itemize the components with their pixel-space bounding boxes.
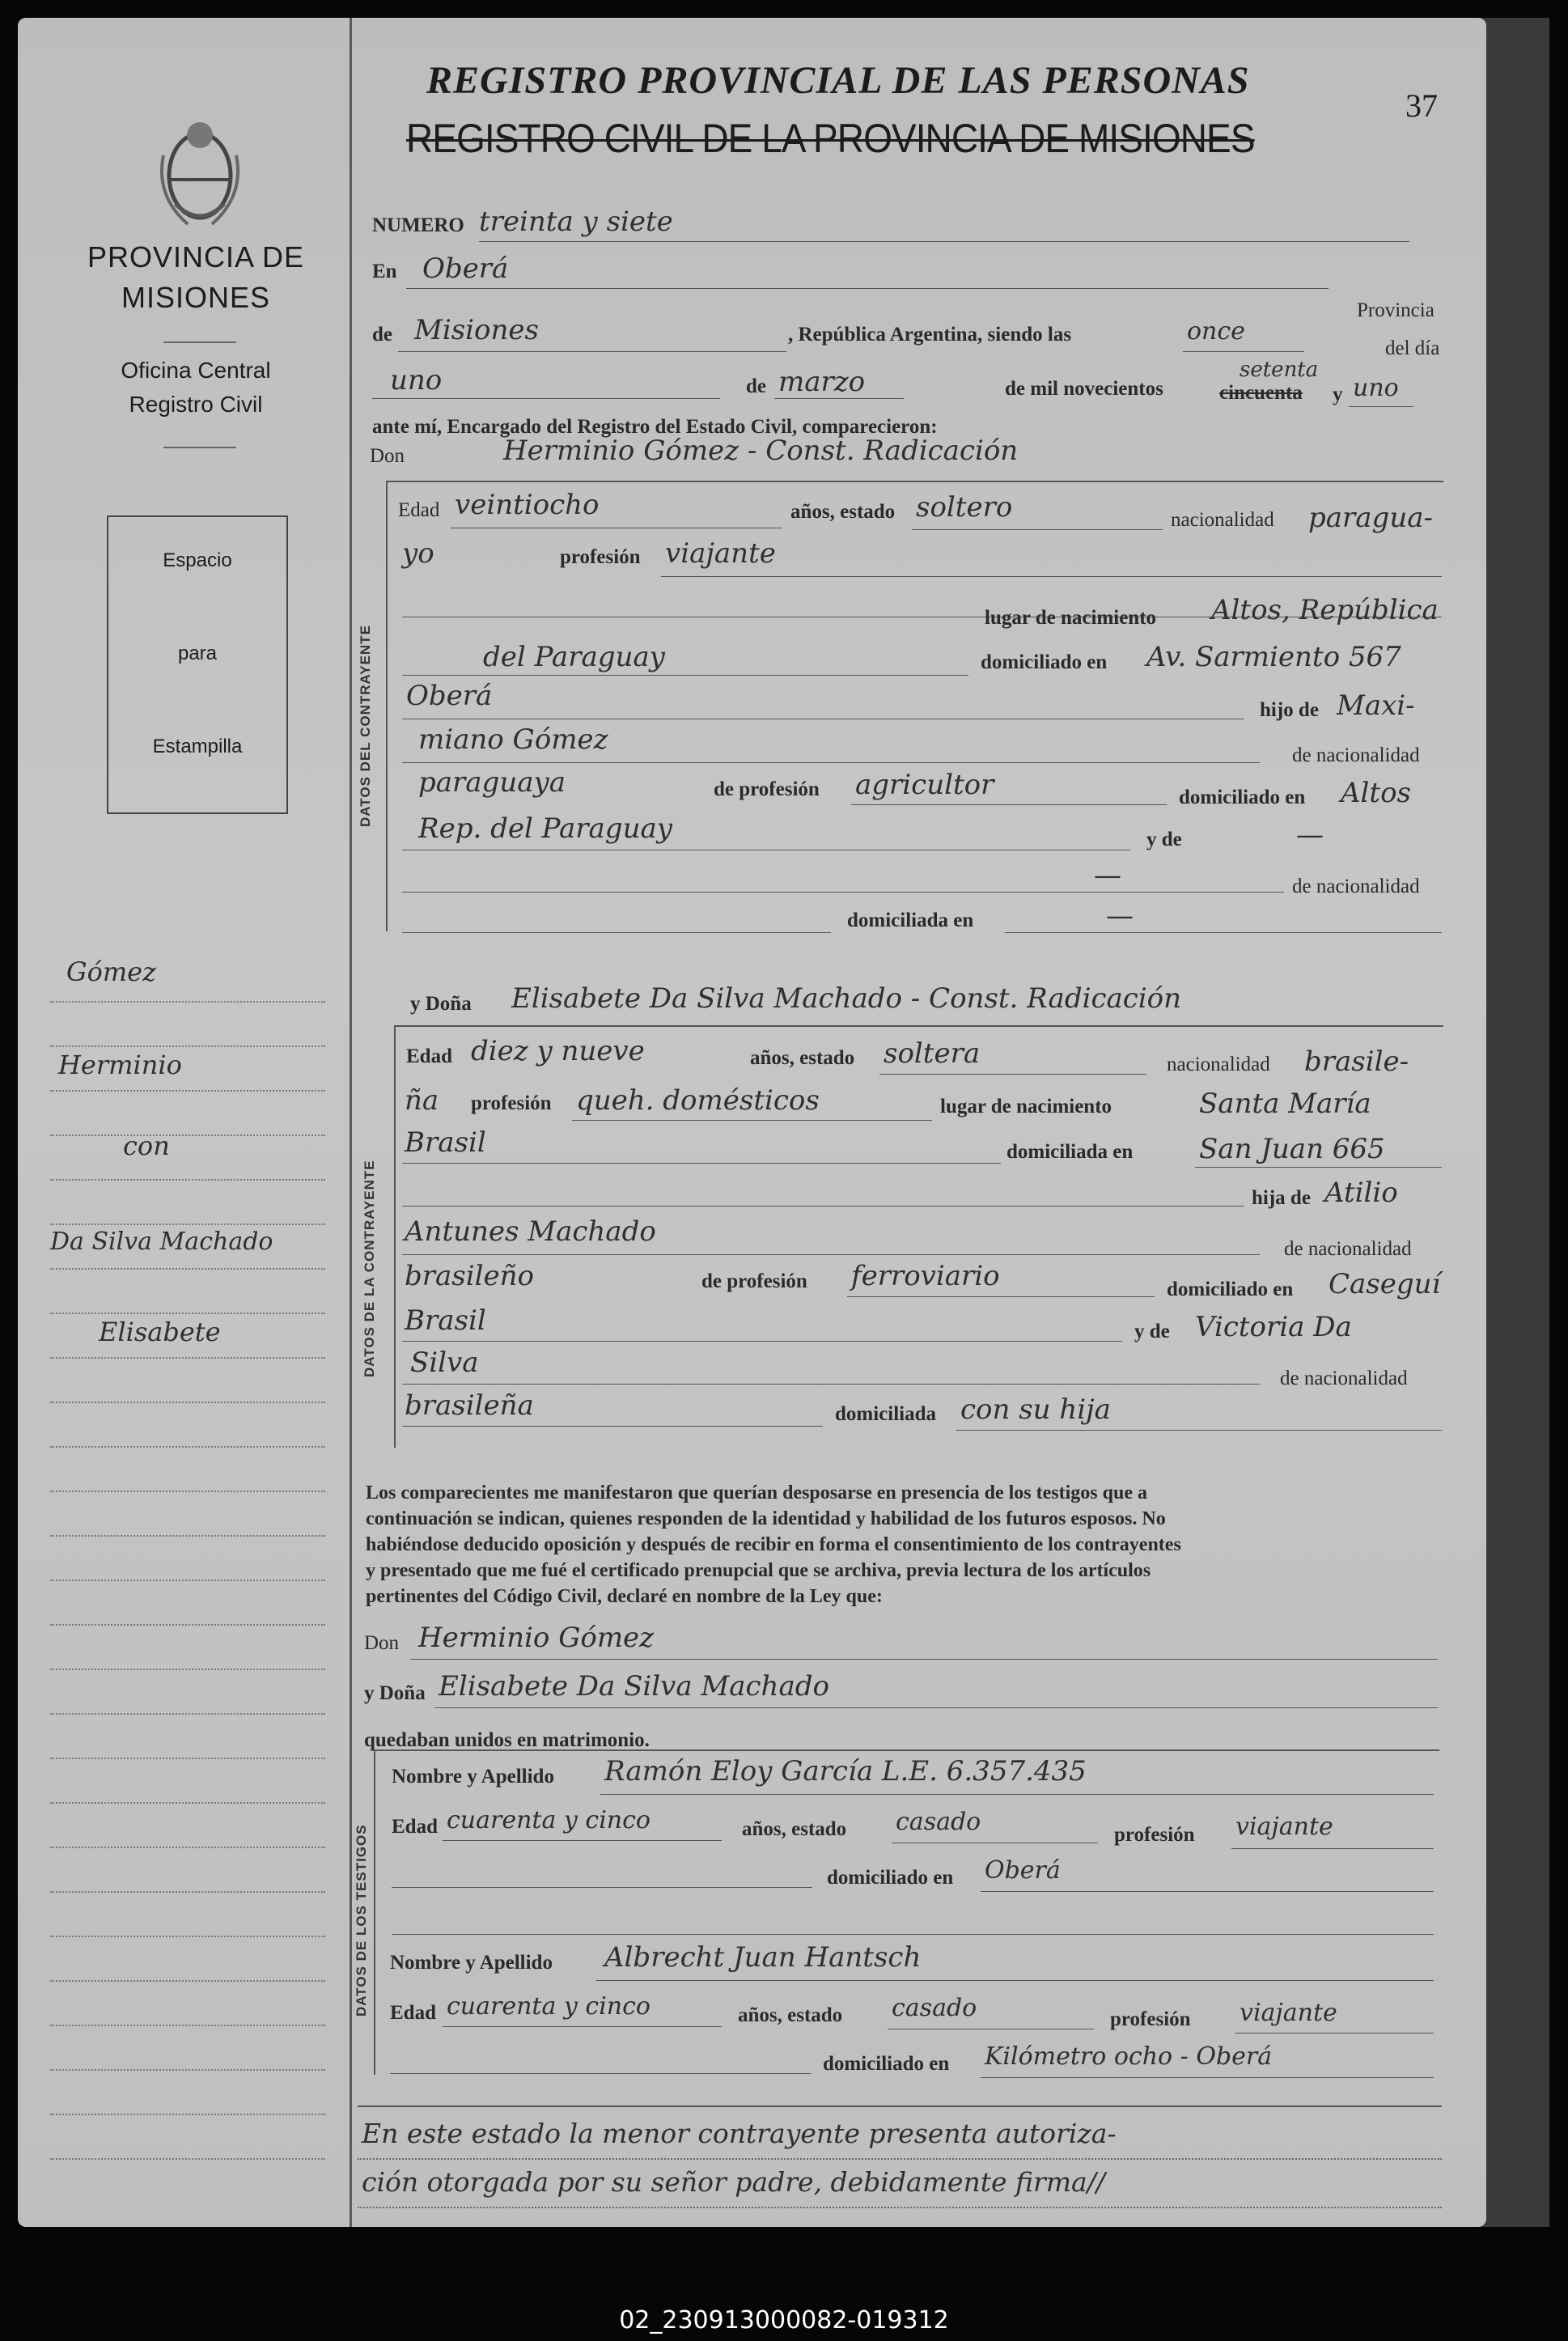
- f-nacionalidad-label: nacionalidad: [1167, 1054, 1270, 1075]
- f-anos-estado-label: años, estado: [750, 1047, 855, 1069]
- c-domiciliado-label: domiciliado en: [981, 651, 1108, 673]
- t2-edad-value: cuarenta y cinco: [447, 1992, 651, 2021]
- c-madre-dom-label: domiciliada en: [847, 910, 974, 931]
- f-madre-nac-label: de nacionalidad: [1280, 1368, 1408, 1389]
- mil-label: de mil novecientos: [1005, 378, 1163, 400]
- note-line2-rule: [358, 2207, 1442, 2208]
- margin-line: [50, 1713, 325, 1715]
- c-padre-nac-value: paraguaya: [418, 766, 566, 799]
- f-nacionalidad-value: brasile-: [1304, 1045, 1409, 1078]
- contrayenta-side-label: DATOS DE LA CONTRAYENTE: [362, 1160, 377, 1377]
- stamp-label-line2: para: [177, 643, 218, 664]
- page-number: 37: [1405, 87, 1438, 124]
- t1-anos-estado-label: años, estado: [742, 1818, 847, 1840]
- c-hijo-label: hijo de: [1260, 699, 1319, 721]
- declaration-line4: y presentado que me fué el certificado prenupcial que se archiva, previa lectura de los artículos: [366, 1560, 1151, 1581]
- c-profesion-label: profesión: [560, 546, 641, 568]
- f-domiciliada-value: San Juan 665: [1199, 1133, 1385, 1165]
- f-madre-dom-value: con su hija: [960, 1393, 1111, 1426]
- c-domiciliado-cont: Oberá: [406, 680, 493, 712]
- c-de-nac-label: de nacionalidad: [1292, 744, 1420, 766]
- margin-line: [50, 1179, 325, 1181]
- f-hija-cont-line: [402, 1254, 1260, 1255]
- divider-rule: [163, 447, 236, 448]
- t1-edad-value: cuarenta y cinco: [447, 1806, 651, 1834]
- c-madre-line: [402, 892, 1284, 893]
- province-name-line2: MISIONES: [121, 281, 271, 314]
- t2-estado-value: casado: [892, 1994, 977, 2022]
- margin-line: [50, 1313, 325, 1314]
- f-padre-nac-value: brasileño: [405, 1260, 534, 1292]
- c-edad-label: Edad: [398, 499, 440, 521]
- left-margin-panel: [18, 18, 350, 2227]
- f-madre-nac-line: [402, 1426, 823, 1427]
- de-value: Misiones: [414, 314, 539, 346]
- t1-profesion-value: viajante: [1235, 1813, 1333, 1841]
- f-nacionalidad-cont: ña: [405, 1084, 439, 1117]
- t1-nombre-label: Nombre y Apellido: [392, 1766, 554, 1788]
- c-lugar-value: Altos, República: [1211, 594, 1439, 626]
- de-line: [398, 351, 786, 352]
- t2-domiciliado-line: [981, 2077, 1434, 2078]
- margin-note-spouse-surname: Da Silva Machado: [50, 1228, 273, 1256]
- c-anos-estado-label: años, estado: [790, 501, 896, 523]
- quedaban-text: quedaban unidos en matrimonio.: [364, 1729, 650, 1751]
- f-edad-label: Edad: [406, 1045, 452, 1067]
- f-padre-dom-cont-line: [402, 1341, 1122, 1342]
- t1-blank-line: [392, 1934, 1434, 1935]
- t1-domiciliado-label: domiciliado en: [827, 1867, 954, 1889]
- en-line: [406, 288, 1329, 289]
- don-label: Don: [370, 445, 405, 467]
- decl-don-line: [410, 1659, 1438, 1660]
- c-padre-prof-value: agricultor: [855, 769, 994, 801]
- margin-line: [50, 1268, 325, 1270]
- f-madre-dom-line: [956, 1430, 1442, 1431]
- coat-of-arms-icon: [155, 107, 244, 236]
- t2-domiciliado-value: Kilómetro ocho - Oberá: [985, 2042, 1273, 2071]
- contrayente-side-label: DATOS DEL CONTRAYENTE: [358, 625, 373, 827]
- decl-don-label: Don: [364, 1632, 400, 1654]
- ante-mi-text: ante mí, Encargado del Registro del Estado Civil, comparecieron:: [372, 416, 938, 438]
- c-madre-nac-label: de nacionalidad: [1292, 876, 1420, 897]
- c-hijo-cont: miano Gómez: [418, 723, 608, 756]
- t2-edad-label: Edad: [390, 2002, 436, 2024]
- margin-line: [50, 1090, 325, 1092]
- f-estado-line: [879, 1074, 1146, 1075]
- testigos-side-label: DATOS DE LOS TESTIGOS: [354, 1824, 369, 2017]
- margin-line: [50, 2069, 325, 2071]
- f-lugar-cont-line: [402, 1163, 1001, 1164]
- f-lugar-label: lugar de nacimiento: [940, 1096, 1112, 1117]
- dona-label: y Doña: [410, 993, 472, 1015]
- f-padre-prof-value: ferroviario: [851, 1260, 1000, 1292]
- t2-nombre-label: Nombre y Apellido: [390, 1952, 553, 1974]
- margin-line: [50, 1357, 325, 1359]
- margin-line: [50, 2158, 325, 2160]
- margin-line: [50, 1891, 325, 1893]
- en-value: Oberá: [422, 252, 509, 285]
- declaration-line5: pertinentes del Código Civil, declaré en nombre de la Ley que:: [366, 1586, 883, 1607]
- t1-estado-value: casado: [896, 1808, 981, 1836]
- numero-line: [479, 241, 1409, 242]
- marriage-record-page: [18, 18, 1486, 2227]
- margin-note-name: Herminio: [58, 1050, 182, 1080]
- margin-line: [50, 1669, 325, 1670]
- t1-dom-pre-line: [392, 1887, 812, 1888]
- f-de-profesion-label: de profesión: [701, 1270, 807, 1292]
- c-edad-value: veintiocho: [455, 489, 600, 521]
- margin-line: [50, 1134, 325, 1136]
- t2-nombre-line: [596, 1980, 1434, 1981]
- year-over-value: setenta: [1240, 358, 1319, 382]
- f-de-nac-label: de nacionalidad: [1284, 1238, 1412, 1260]
- c-de-profesion-label: de profesión: [714, 778, 820, 800]
- t1-profesion-line: [1231, 1848, 1434, 1849]
- numero-value: treinta y siete: [479, 206, 673, 238]
- stamp-box: [107, 515, 288, 814]
- f-madre-nac-value: brasileña: [405, 1389, 534, 1422]
- t1-profesion-label: profesión: [1114, 1824, 1195, 1846]
- office-line1: Oficina Central: [121, 358, 271, 383]
- margin-line: [50, 1580, 325, 1581]
- c-nacionalidad-label: nacionalidad: [1171, 509, 1274, 531]
- decl-don-value: Herminio Gómez: [418, 1622, 655, 1654]
- c-estado-value: soltero: [916, 491, 1013, 524]
- margin-line: [50, 1758, 325, 1759]
- t1-nombre-line: [600, 1794, 1434, 1795]
- c-lugar-cont-line: [402, 675, 968, 676]
- margin-line: [50, 1847, 325, 1848]
- margin-note-surname: Gómez: [66, 956, 156, 987]
- provincia-label: Provincia: [1357, 299, 1435, 321]
- divider-rule: [163, 341, 236, 343]
- f-padre-dom-label: domiciliado en: [1167, 1279, 1294, 1300]
- dona-value: Elisabete Da Silva Machado - Const. Radicación: [511, 982, 1182, 1015]
- c-padre-dom-cont: Rep. del Paraguay: [418, 812, 672, 845]
- f-hija-cont: Antunes Machado: [405, 1215, 656, 1248]
- c-lugar-label: lugar de nacimiento: [985, 607, 1157, 629]
- f-y-de-cont: Silva: [410, 1346, 479, 1379]
- c-padre-dom-label: domiciliado en: [1179, 787, 1306, 808]
- t2-dom-pre-line: [390, 2073, 811, 2074]
- hora-line: [1183, 351, 1304, 352]
- c-nacionalidad-cont: yo: [402, 537, 434, 570]
- header-struck-title: REGISTRO CIVIL DE LA PROVINCIA DE MISIONES: [406, 116, 1255, 161]
- t2-nombre-value: Albrecht Juan Hantsch: [604, 1941, 922, 1974]
- image-caption: 02_230913000082-019312: [619, 2306, 949, 2335]
- t2-domiciliado-label: domiciliado en: [823, 2053, 950, 2075]
- c-nacionalidad-value: paragua-: [1308, 502, 1433, 534]
- t1-edad-label: Edad: [392, 1816, 438, 1838]
- margin-note-spouse-name: Elisabete: [99, 1317, 221, 1347]
- t2-anos-estado-label: años, estado: [738, 2004, 843, 2026]
- de-label: de: [372, 324, 392, 346]
- f-hija-pre-line: [402, 1206, 1244, 1207]
- struck-year: cincuenta: [1219, 382, 1303, 404]
- f-estado-value: soltera: [884, 1037, 981, 1070]
- decl-dona-label: y Doña: [364, 1682, 426, 1704]
- f-profesion-value: queh. domésticos: [576, 1084, 820, 1117]
- c-profesion-value: viajante: [665, 537, 776, 570]
- margin-line: [50, 1491, 325, 1492]
- margin-line: [50, 1624, 325, 1626]
- year-unit-value: uno: [1353, 374, 1399, 402]
- dia-line: [372, 398, 720, 399]
- f-padre-prof-line: [847, 1296, 1155, 1297]
- year-unit-line: [1349, 406, 1413, 407]
- declaration-line2: continuación se indican, quienes responden de la identidad y habilidad de los futuros esposos. No: [366, 1508, 1166, 1529]
- declaration-line1: Los comparecientes me manifestaron que querían desposarse en presencia de los testigos que a: [366, 1482, 1147, 1503]
- c-hijo-cont-line: [402, 762, 1260, 763]
- hora-value: once: [1187, 317, 1245, 346]
- note-line2: ción otorgada por su señor padre, debidamente firma//: [362, 2166, 1105, 2198]
- f-profesion-label: profesión: [471, 1092, 552, 1114]
- margin-line: [50, 1045, 325, 1047]
- c-madre-nac-value: —: [1094, 859, 1121, 892]
- note-line1-rule: [358, 2158, 1442, 2160]
- c-madre-dom-value: —: [1106, 900, 1134, 932]
- del-dia-label: del día: [1385, 337, 1440, 359]
- f-lugar-value: Santa María: [1199, 1088, 1371, 1120]
- en-label: En: [372, 261, 397, 282]
- c-padre-prof-line: [851, 804, 1167, 805]
- stamp-label-line3: Estampilla: [152, 736, 243, 757]
- t1-edad-line: [443, 1840, 722, 1841]
- dia-value: uno: [390, 364, 443, 397]
- f-hija-value: Atilio: [1324, 1177, 1398, 1209]
- f-edad-value: diez y nueve: [471, 1035, 645, 1067]
- t1-domiciliado-value: Oberá: [985, 1856, 1061, 1885]
- f-madre-dom-label: domiciliada: [835, 1403, 937, 1425]
- page-divider: [350, 18, 352, 2227]
- f-y-de-value: Victoria Da: [1195, 1311, 1352, 1343]
- header-title: REGISTRO PROVINCIAL DE LAS PERSONAS: [426, 59, 1250, 102]
- margin-note-con: con: [123, 1130, 170, 1161]
- section-rule: [358, 2106, 1442, 2107]
- f-y-de-cont-line: [402, 1384, 1260, 1385]
- f-profesion-line: [572, 1120, 932, 1121]
- f-domiciliada-label: domiciliada en: [1006, 1141, 1134, 1163]
- c-padre-dom-value: Altos: [1341, 777, 1412, 809]
- t2-profesion-value: viajante: [1240, 1999, 1337, 2027]
- c-profesion-line: [661, 576, 1442, 577]
- margin-line: [50, 1802, 325, 1804]
- c-lugar-cont: del Paraguay: [483, 641, 665, 673]
- f-padre-dom-cont: Brasil: [405, 1304, 486, 1337]
- c-estado-line: [912, 529, 1163, 530]
- t1-nombre-value: Ramón Eloy García L.E. 6.357.435: [604, 1755, 1087, 1788]
- office-line2: Registro Civil: [129, 392, 263, 417]
- mes-line: [774, 398, 904, 399]
- mes-value: marzo: [778, 366, 866, 398]
- declaration-line3: habiéndose deducido oposición y después de recibir en forma el consentimiento de los contrayentes: [366, 1534, 1181, 1555]
- margin-line: [50, 1402, 325, 1403]
- margin-line: [50, 1936, 325, 1937]
- margin-line: [50, 2114, 325, 2115]
- f-y-de-label: y de: [1134, 1321, 1170, 1342]
- c-hijo-value: Maxi-: [1337, 689, 1415, 722]
- decl-dona-line: [434, 1707, 1438, 1708]
- don-value: Herminio Gómez - Const. Radicación: [503, 435, 1019, 467]
- province-name-line1: PROVINCIA DE: [87, 240, 305, 274]
- t2-profesion-label: profesión: [1110, 2008, 1191, 2030]
- f-padre-dom-value: Caseguí: [1329, 1268, 1441, 1300]
- f-lugar-cont: Brasil: [405, 1126, 486, 1159]
- f-hija-label: hija de: [1252, 1187, 1311, 1209]
- margin-line: [50, 1001, 325, 1003]
- margin-line: [50, 1535, 325, 1537]
- t2-edad-line: [443, 2026, 722, 2027]
- c-madre-dom-line: [1005, 932, 1442, 933]
- margin-line: [50, 1446, 325, 1448]
- margin-line: [50, 1224, 325, 1225]
- de-mes-label: de: [746, 375, 766, 397]
- t2-profesion-line: [1235, 2033, 1434, 2034]
- c-madre-dom-pre-line: [402, 932, 831, 933]
- margin-line: [50, 1980, 325, 1982]
- c-y-de-value: —: [1296, 819, 1324, 851]
- decl-dona-value: Elisabete Da Silva Machado: [439, 1670, 829, 1703]
- c-y-de-label: y de: [1146, 829, 1182, 850]
- f-domiciliada-line: [1195, 1167, 1442, 1168]
- stamp-label-line1: Espacio: [163, 549, 232, 571]
- c-domiciliado-value: Av. Sarmiento 567: [1146, 641, 1401, 673]
- year-y-label: y: [1333, 384, 1343, 405]
- republica-label: , República Argentina, siendo las: [788, 324, 1072, 346]
- note-line1: En este estado la menor contrayente presenta autoriza-: [362, 2118, 1117, 2149]
- margin-line: [50, 2025, 325, 2026]
- numero-label: NUMERO: [372, 214, 464, 236]
- t1-domiciliado-line: [981, 1891, 1434, 1892]
